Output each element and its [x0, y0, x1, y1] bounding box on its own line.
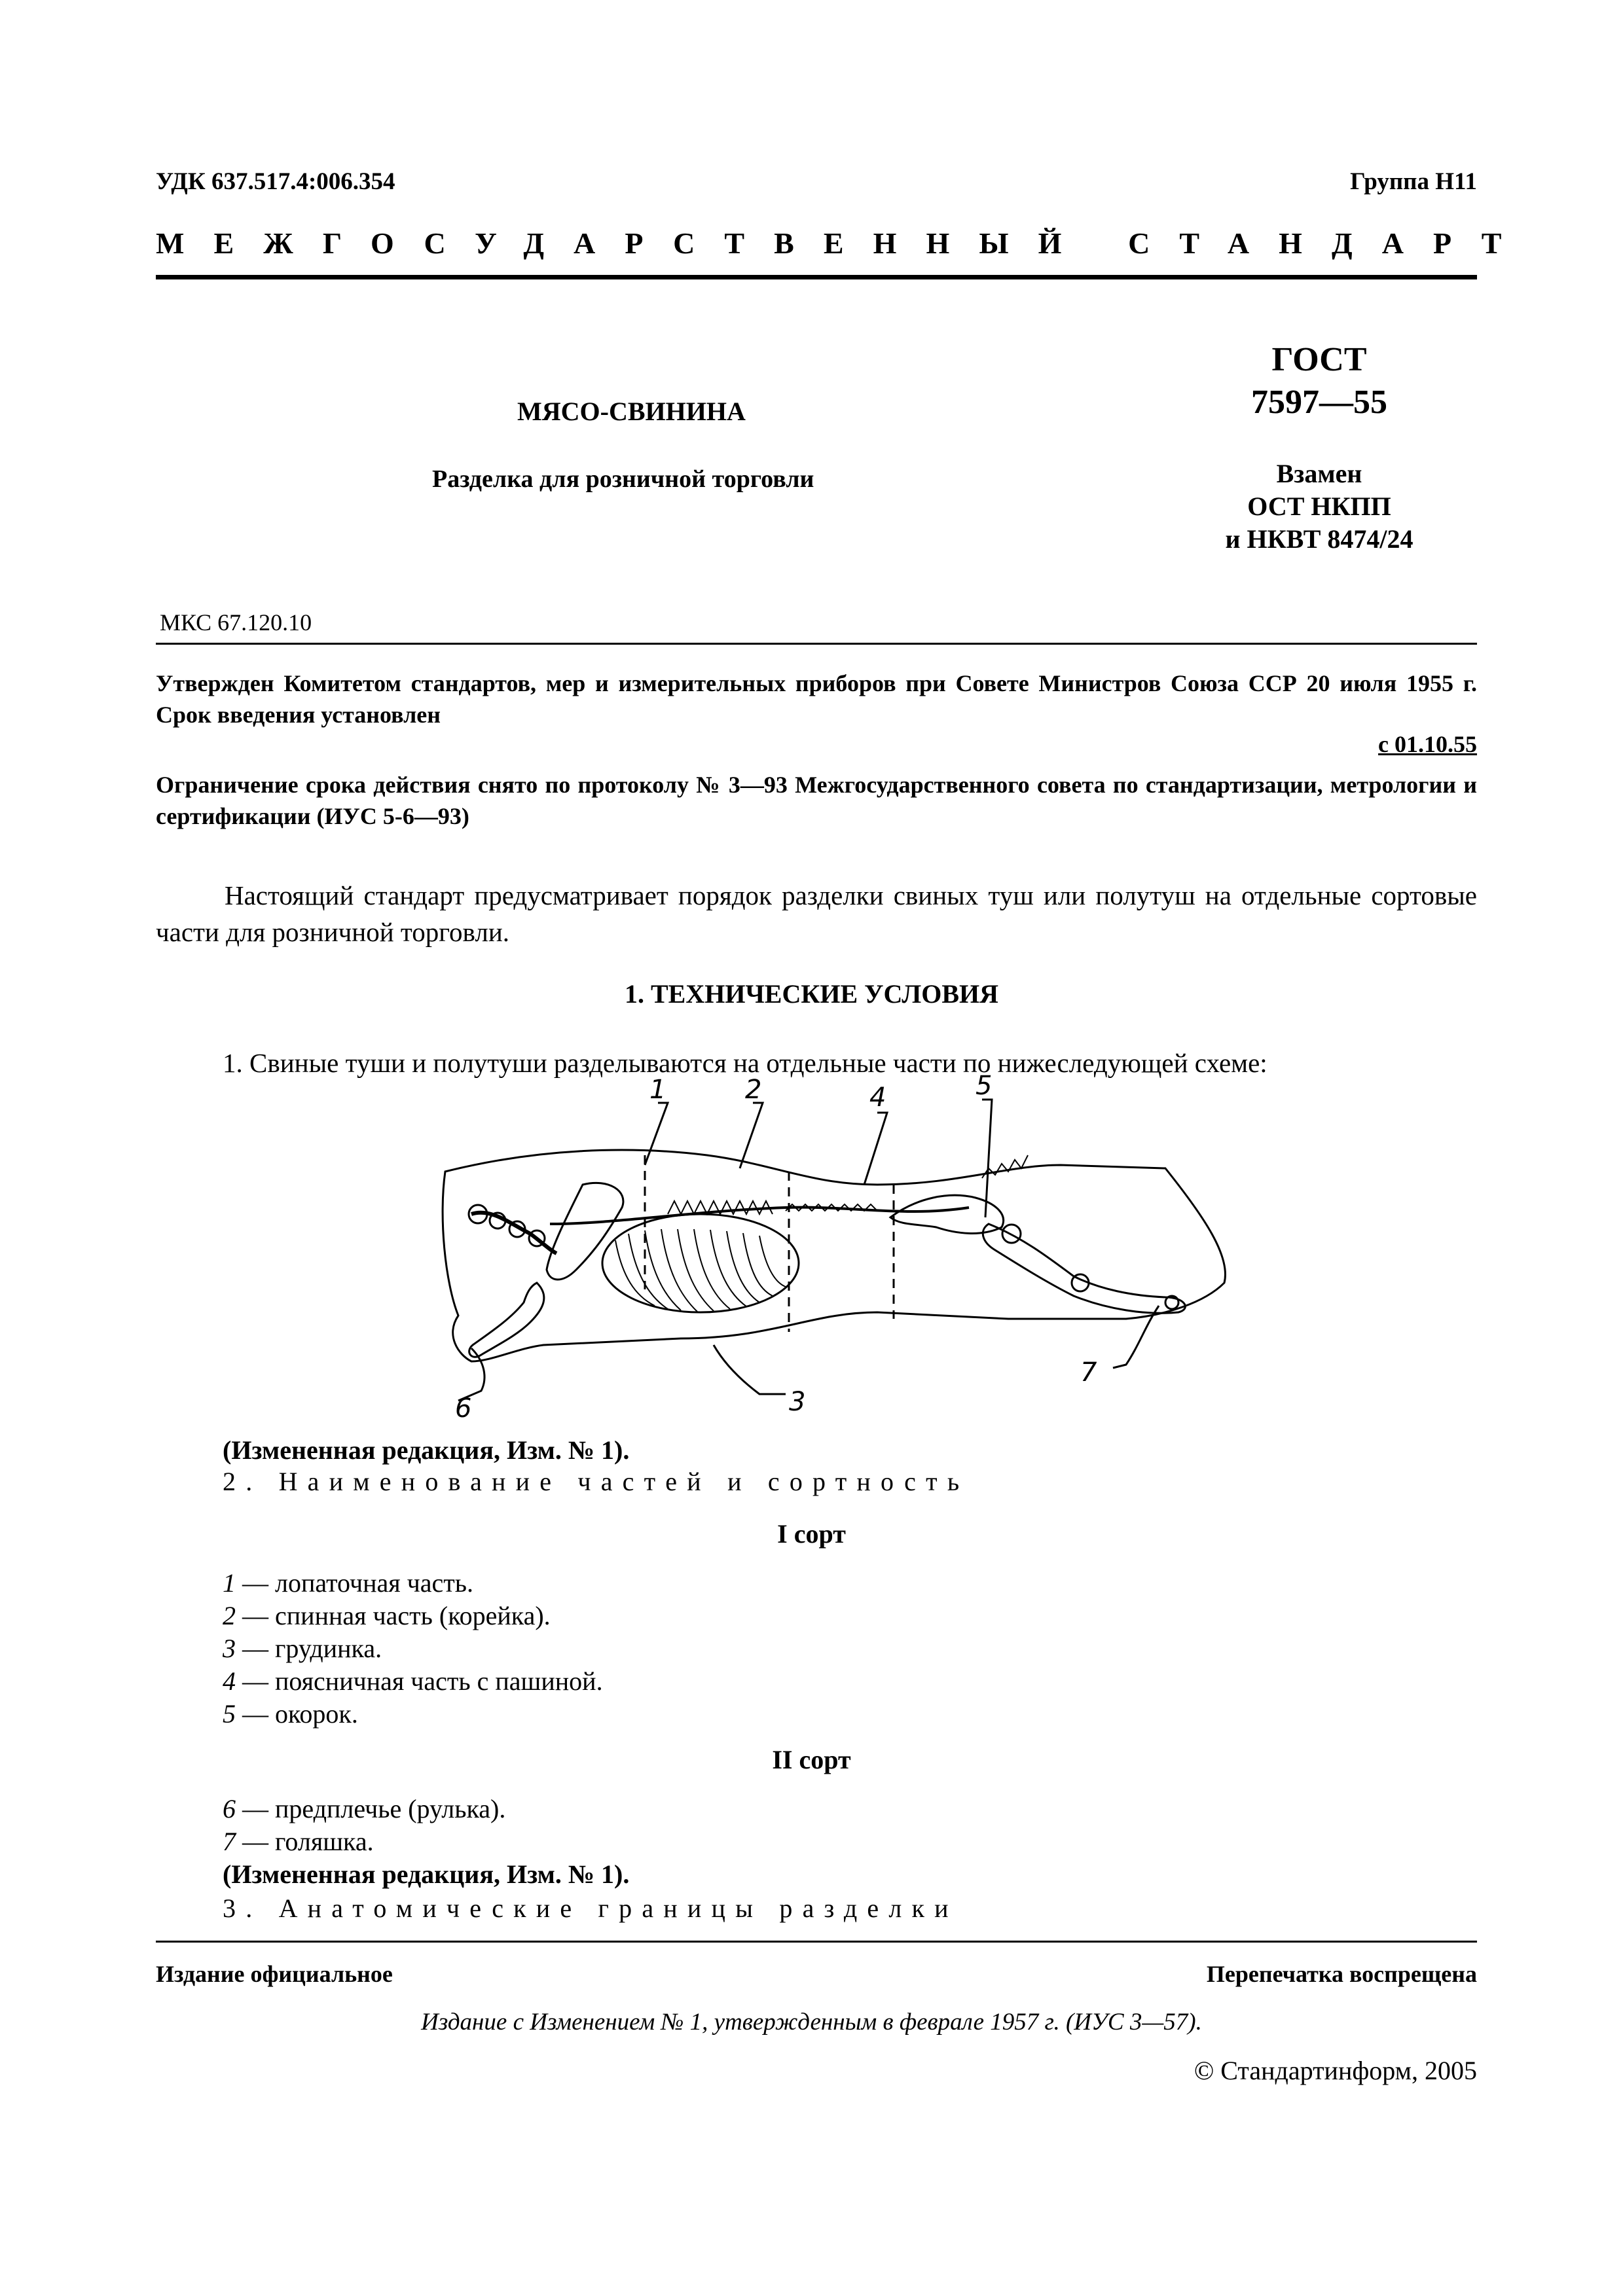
header-rule — [156, 275, 1477, 279]
diagram-label-6: 6 — [455, 1393, 472, 1424]
leader-3 — [714, 1345, 786, 1394]
foreleg-bone — [469, 1283, 544, 1357]
item-2: 2. Наименование частей и сортность — [223, 1467, 970, 1496]
udk-code: УДК 637.517.4:006.354 — [156, 168, 395, 195]
grade-1-item: 3 — грудинка. — [223, 1634, 382, 1663]
diagram-label-2: 2 — [745, 1075, 762, 1105]
shoulder-bone — [547, 1183, 623, 1280]
effective-date: с 01.10.55 — [1378, 731, 1477, 757]
diagram-label-1: 1 — [649, 1075, 666, 1105]
diagram-label-7: 7 — [1080, 1357, 1097, 1388]
grade-1-title: I сорт — [777, 1519, 846, 1549]
amendment-note-2: (Измененная редакция, Изм. № 1). — [223, 1859, 630, 1889]
grade-1-item: 4 — поясничная часть с пашиной. — [223, 1666, 603, 1696]
carcass-outline — [443, 1150, 1225, 1361]
footer-rule — [156, 1941, 1477, 1943]
grade-1-item: 1 — лопаточная часть. — [223, 1568, 474, 1598]
gost-number: 7597—55 — [1251, 384, 1387, 421]
document-title: МЯСО-СВИНИНА — [517, 397, 746, 426]
grade-1-item: 5 — окорок. — [223, 1699, 358, 1729]
leader-1 — [645, 1103, 668, 1165]
document-subtitle: Разделка для розничной торговли — [432, 465, 814, 493]
limit-text: Ограничение срока действия снято по протоколу № 3—93 Межгосударственного совета по стандартизации, метрологии и сертификации (ИУС 5-6—93) — [156, 772, 1477, 829]
mks-code: МКС 67.120.10 — [160, 609, 312, 636]
ribcage — [602, 1214, 799, 1312]
replaces-ost: ОСТ НКПП — [1247, 492, 1391, 521]
intro-paragraph: Настоящий стандарт предусматривает порядок разделки свиных туш или полутуш на отдельные сортовые части для розничной торговли. — [156, 880, 1477, 947]
diagram-label-3: 3 — [789, 1387, 806, 1417]
group-code: Группа Н11 — [1350, 168, 1477, 195]
amendment-note-1: (Измененная редакция, Изм. № 1). — [223, 1435, 630, 1465]
grade-2-item: 6 — предплечье (рулька). — [223, 1794, 506, 1823]
grade-2-item: 7 — голяшка. — [223, 1827, 374, 1856]
reprint-notice: Перепечатка воспрещена — [1206, 1961, 1477, 1987]
replaces-nkvt: и НКВТ 8474/24 — [1225, 524, 1413, 554]
copyright: © Стандартинформ, 2005 — [1194, 2056, 1477, 2085]
approval-text: Утвержден Комитетом стандартов, мер и измерительных приборов при Совете Министров Союза ССР 20 июля 1955 г. Срок введения установлен — [156, 670, 1477, 728]
item-3: 3. Анатомические границы разделки — [223, 1893, 958, 1923]
leader-2 — [740, 1103, 763, 1168]
pork-cut-diagram — [419, 1071, 1244, 1440]
standard-banner: МЕЖГОСУДАРСТВЕННЫЙ СТАНДАРТ — [156, 226, 1531, 260]
gost-label: ГОСТ — [1271, 341, 1367, 378]
grade-1-item: 2 — спинная часть (корейка). — [223, 1601, 551, 1630]
official-edition: Издание официальное — [156, 1961, 393, 1987]
grade-2-title: II сорт — [772, 1745, 851, 1774]
replaces-label: Взамен — [1276, 459, 1362, 488]
diagram-label-5: 5 — [976, 1071, 993, 1101]
edition-note: Издание с Изменением № 1, утвержденным в феврале 1957 г. (ИУС 3—57). — [421, 2009, 1202, 2036]
section-title: 1. ТЕХНИЧЕСКИЕ УСЛОВИЯ — [624, 979, 999, 1009]
mks-rule — [156, 643, 1477, 645]
item-1: 1. Свиные туши и полутуши разделываются на отдельные части по нижеследующей схеме: — [223, 1048, 1267, 1078]
hind-leg-bone — [983, 1224, 1185, 1313]
leader-4 — [864, 1113, 887, 1185]
diagram-label-4: 4 — [869, 1083, 886, 1113]
